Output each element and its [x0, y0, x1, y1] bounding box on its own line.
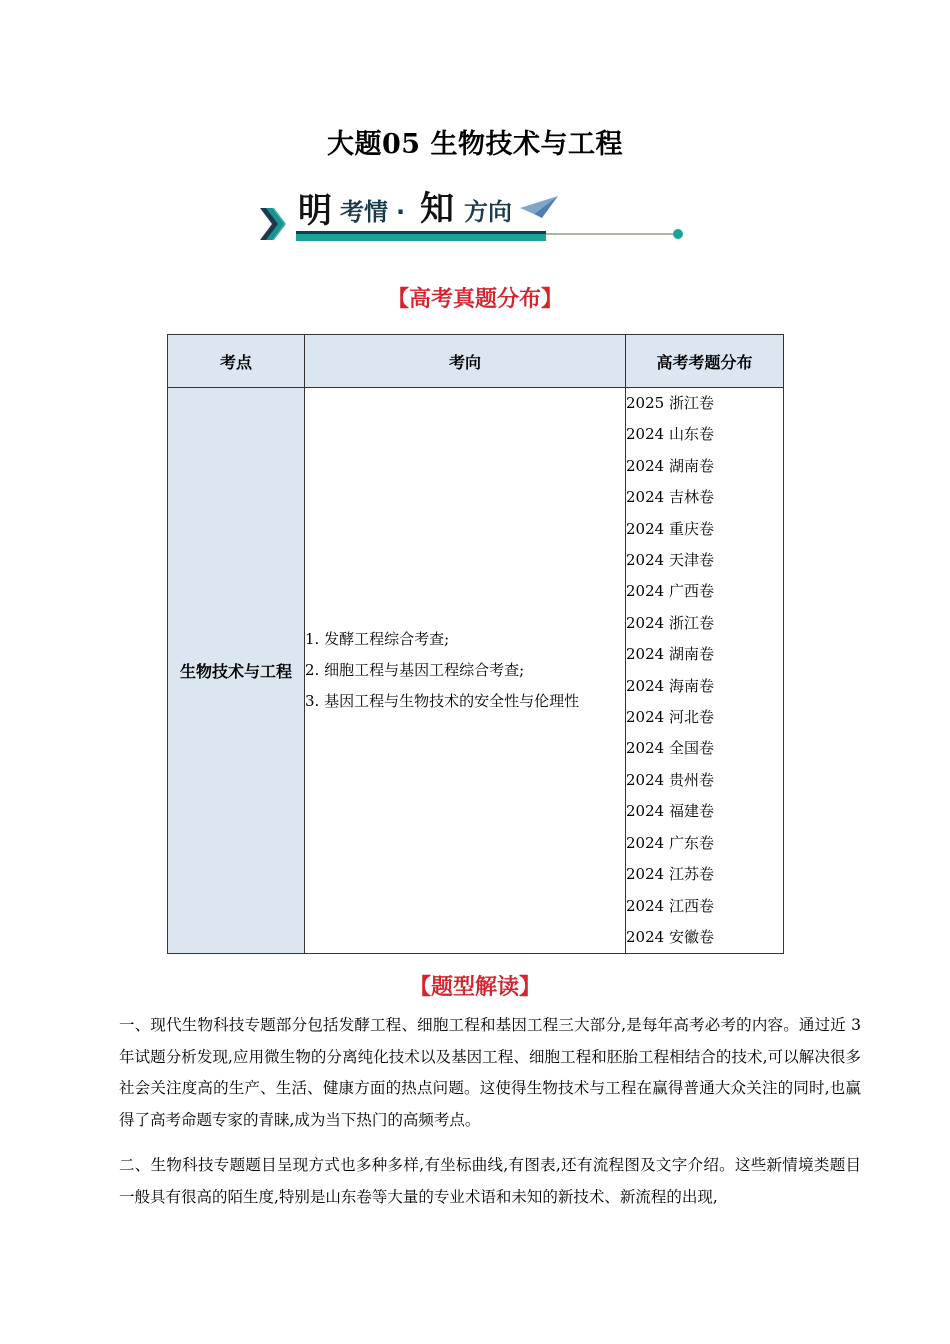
- banner-end-dot: [673, 229, 683, 239]
- banner-underline: [296, 234, 546, 241]
- paper-item: 2025 浙江卷: [626, 394, 714, 412]
- table-header-row: [168, 335, 784, 388]
- banner-text-kaoqing: 考情: [340, 198, 388, 226]
- banner-text-fangxiang: 方向: [464, 198, 512, 226]
- banner-char-zhi: 知: [420, 189, 454, 229]
- paper-item: 2024 海南卷: [626, 676, 714, 695]
- direction-item: 3. 基因工程与生物技术的安全性与伦理性: [305, 692, 580, 711]
- paper-item: 2024 福建卷: [626, 802, 714, 821]
- papers-cell: [626, 388, 784, 954]
- paper-item: 2024 广东卷: [626, 833, 714, 852]
- paper-item: 2024 浙江卷: [626, 613, 714, 632]
- direction-item: 1. 发酵工程综合考查;: [305, 630, 450, 649]
- table-row: [168, 388, 784, 954]
- header-papers: 高考考题分布: [626, 335, 784, 388]
- section-banner: [258, 178, 688, 250]
- header-point: 考点: [168, 335, 305, 388]
- paper-item: 2024 河北卷: [626, 708, 714, 727]
- paper-item: 2024 江西卷: [626, 896, 714, 915]
- paper-item: 2024 吉林卷: [626, 488, 714, 507]
- exam-distribution-table: [167, 334, 784, 954]
- paragraph-1: 一、现代生物科技专题部分包括发酵工程、细胞工程和基因工程三大部分,是每年高考必考的内容。通过近 3 年试题分析发现,应用微生物的分离纯化技术以及基因工程、细胞工程和胚胎工程相结合的技术,可以解决很多社会关注度高的生产、生活、健康方面的热点问题。这使得生物技术与工程在赢得普通大众关注的同时,也赢得了高考命题专家的青睐,成为当下热门的高频考点。: [119, 1016, 861, 1129]
- paper-item: 2024 全国卷: [626, 739, 714, 758]
- banner-char-ming: 明: [298, 191, 332, 231]
- paper-item: 2024 贵州卷: [626, 770, 714, 789]
- header-direction: 考向: [305, 335, 626, 388]
- section-heading-interpretation: 【题型解读】: [408, 975, 541, 1000]
- paper-plane-icon: [520, 196, 558, 218]
- direction-item: 2. 细胞工程与基因工程综合考查;: [305, 661, 525, 680]
- paragraph-2: 二、生物科技专题题目呈现方式也多种多样,有坐标曲线,有图表,还有流程图及文字介绍。这些新情境类题目一般具有很高的陌生度,特别是山东卷等大量的专业术语和未知的新技术、新流程的出现,: [119, 1156, 861, 1206]
- banner-dot: ·: [396, 198, 406, 226]
- chevron-right-icon: [260, 208, 286, 240]
- paper-item: 2024 安徽卷: [626, 927, 714, 946]
- paper-item: 2024 湖南卷: [626, 645, 714, 664]
- paper-item: 2024 湖南卷: [626, 456, 714, 475]
- paper-item: 2024 山东卷: [626, 425, 714, 444]
- topic-cell: 生物技术与工程: [168, 388, 305, 954]
- page-title: 大题05 生物技术与工程: [327, 129, 623, 160]
- paper-item: 2024 重庆卷: [626, 519, 714, 538]
- paper-item: 2024 江苏卷: [626, 865, 714, 884]
- paper-item: 2024 广西卷: [626, 582, 714, 601]
- direction-cell: [305, 388, 626, 954]
- section-heading-distribution: 【高考真题分布】: [386, 287, 563, 312]
- paper-item: 2024 天津卷: [626, 551, 714, 570]
